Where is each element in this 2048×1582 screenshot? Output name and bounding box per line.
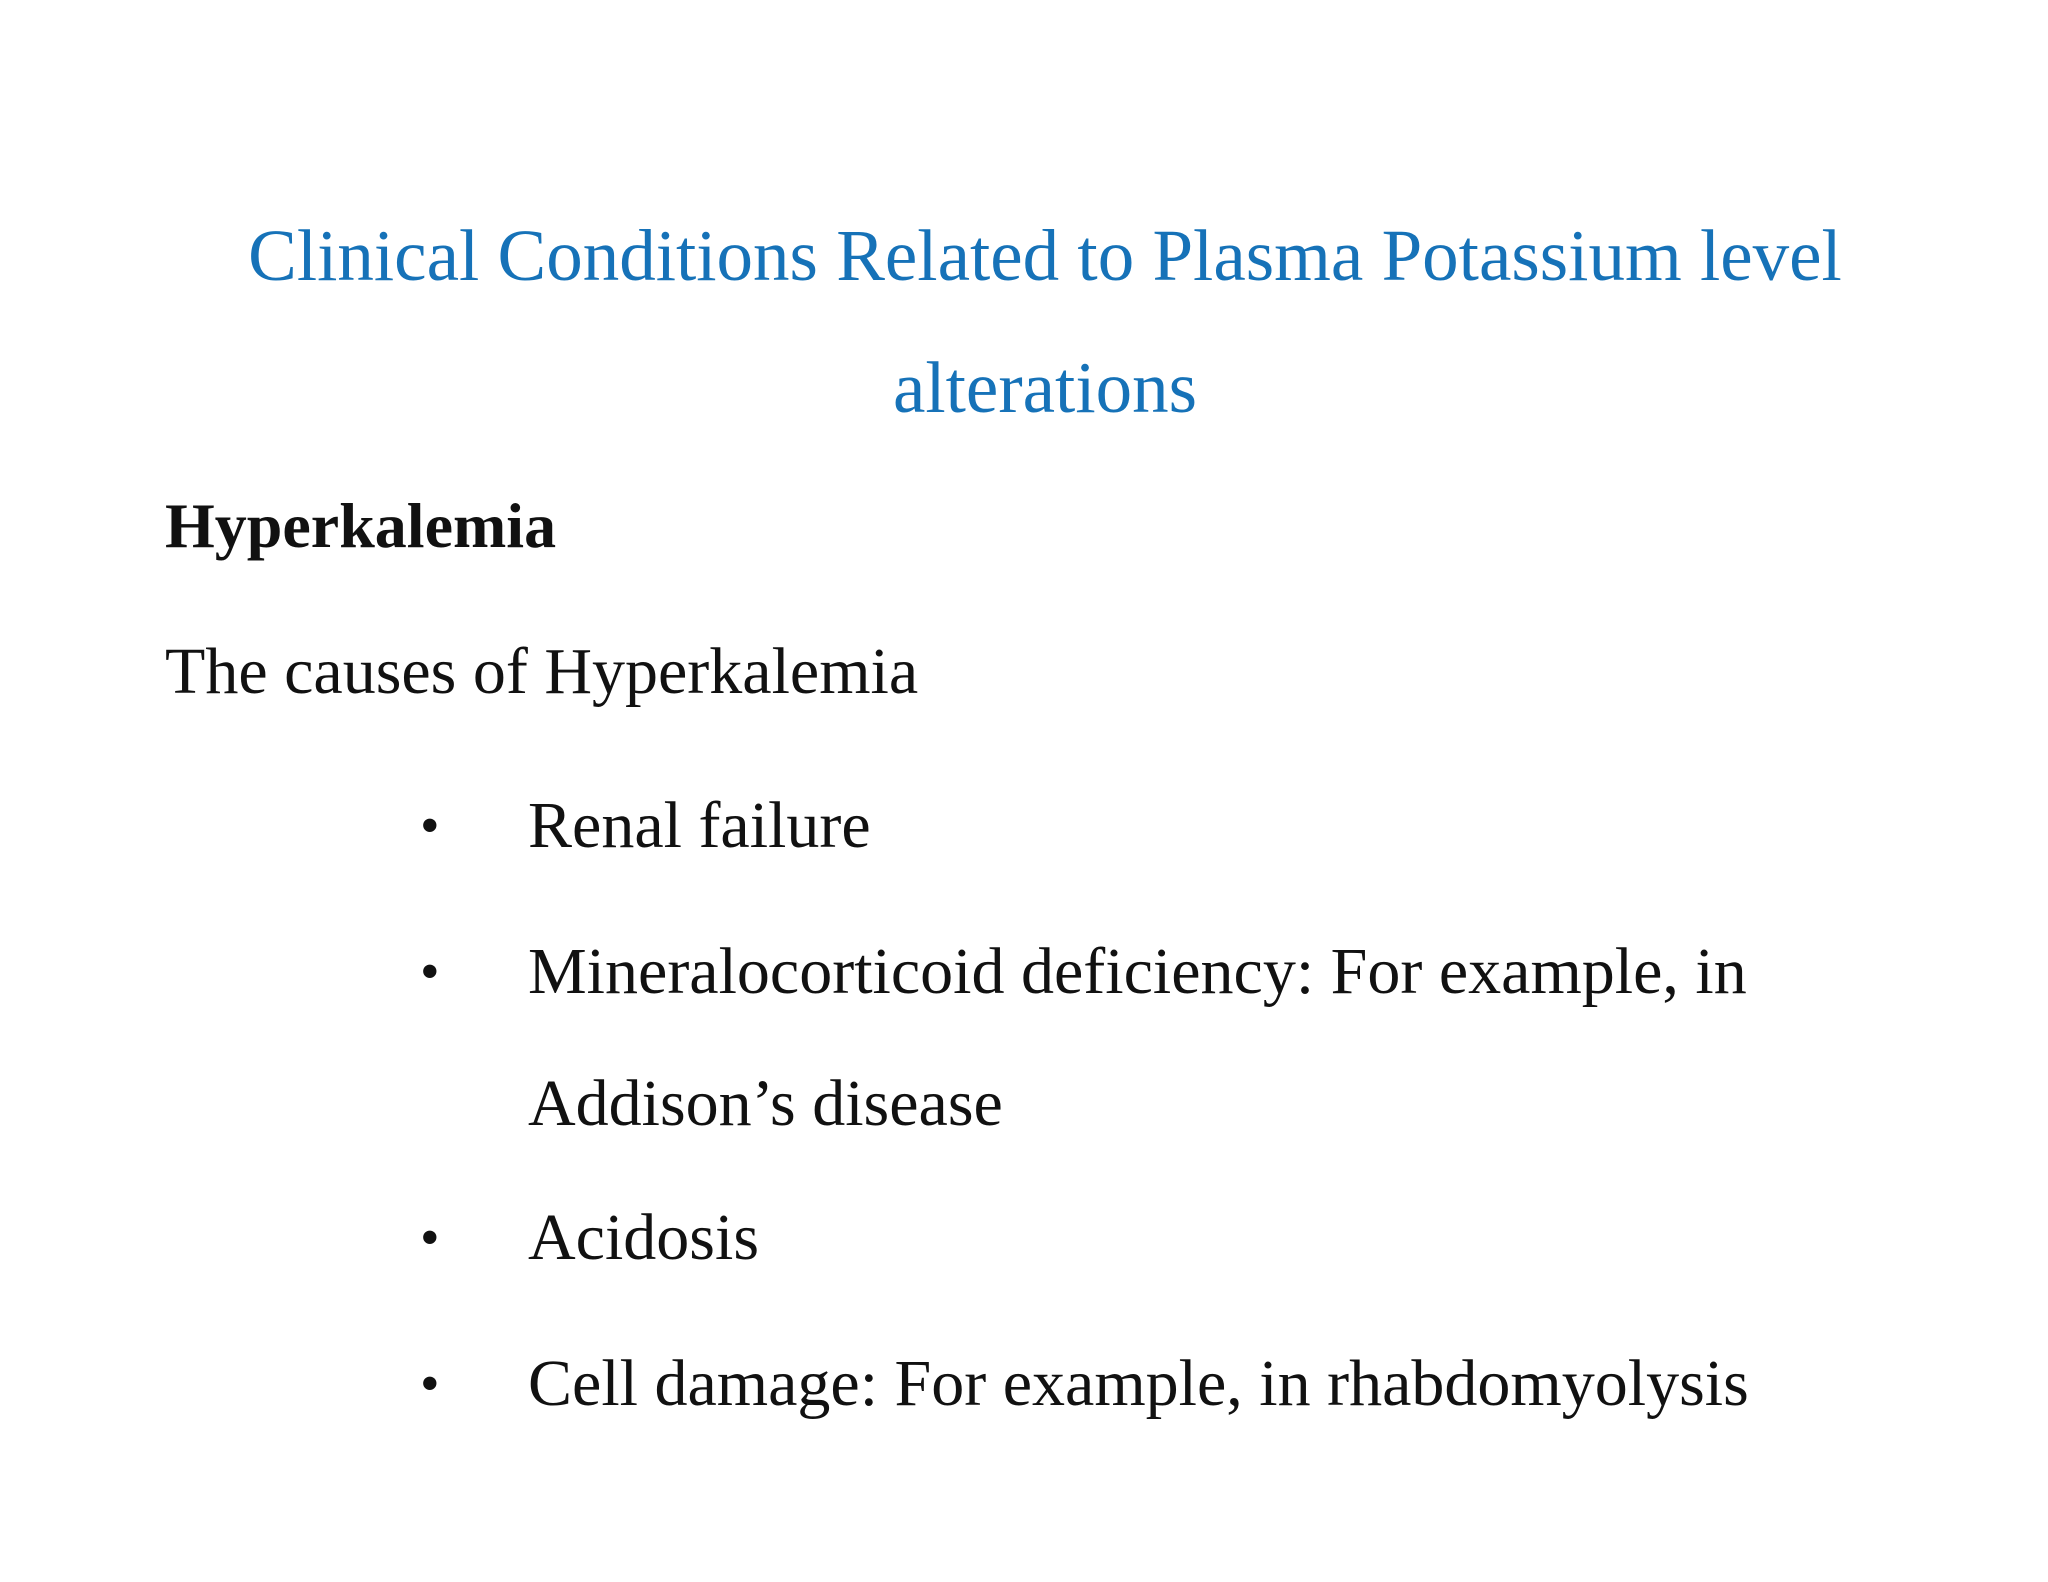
list-item-text: Acidosis	[528, 1201, 759, 1274]
list-item-text: Cell damage: For example, in rhabdomyolysis	[528, 1347, 1749, 1420]
page-title-line-2: alterations	[892, 347, 1198, 428]
page-title	[0, 190, 2048, 454]
intro-text: The causes of Hyperkalemia	[165, 635, 919, 708]
bullet-icon: •	[420, 1207, 440, 1269]
list-item-text: Renal failure	[528, 789, 871, 862]
bullet-icon: •	[420, 941, 440, 1003]
bullet-icon: •	[420, 795, 440, 857]
page-title-line-1: Clinical Conditions Related to Plasma Potassium level	[248, 215, 1842, 296]
section-heading-hyperkalemia: Hyperkalemia	[165, 490, 557, 561]
bullet-icon: •	[420, 1353, 440, 1415]
list-item-text: Mineralocorticoid deficiency: For example, in Addison’s disease	[528, 935, 1747, 1140]
